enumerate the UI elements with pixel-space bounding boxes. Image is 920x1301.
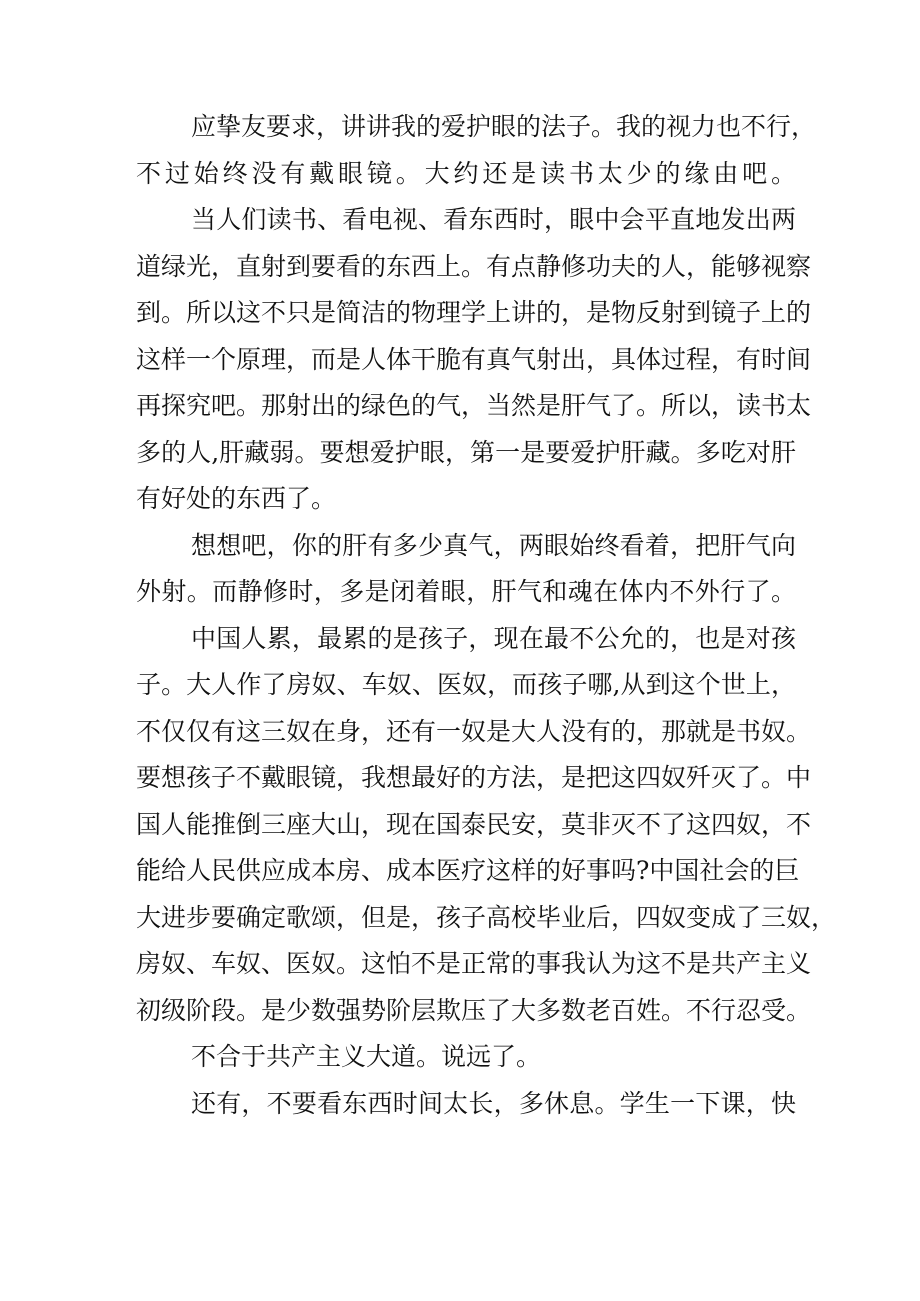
- text-line: 子。大人作了房奴、车奴、医奴，而孩子哪,从到这个世上，: [136, 670, 796, 699]
- text-line: 房奴、车奴、医奴。这怕不是正常的事我认为这不是共产主义: [136, 949, 812, 978]
- text-line: 初级阶段。是少数强势阶层欺压了大多数老百姓。不行忍受。: [136, 995, 812, 1025]
- text-line: 这样一个原理，而是人体干脆有真气射出，具体过程，有时间: [136, 344, 812, 374]
- text-line: 不合于共产主义大道。说远了。: [191, 1042, 542, 1071]
- text-line: 中国人累，最累的是孩子，现在最不公允的，也是对孩: [191, 623, 796, 653]
- text-line: 大进步要确定歌颂，但是，孩子高校毕业后，四奴变成了三奴，: [136, 902, 837, 932]
- article-body: [136, 104, 837, 1127]
- text-line: 应挚友要求，讲讲我的爱护眼的法子。我的视力也不行，: [191, 112, 817, 141]
- text-line: 有好处的东西了。: [136, 484, 337, 513]
- text-line: 到。所以这不只是简洁的物理学上讲的，是物反射到镜子上的: [136, 298, 812, 327]
- text-line: 要想孩子不戴眼镜，我想最好的方法，是把这四奴歼灭了。中: [136, 763, 812, 792]
- text-line: 国人能推倒三座大山，现在国泰民安，莫非灭不了这四奴，不: [136, 809, 812, 839]
- text-line: 还有，不要看东西时间太长，多休息。学生一下课，快: [191, 1088, 796, 1118]
- text-line: 多的人,肝藏弱。要想爱护眼，第一是要爱护肝藏。多吃对肝: [136, 437, 796, 467]
- text-line: 不过始终没有戴眼镜。大约还是读书太少的缘由吧。: [136, 158, 796, 188]
- text-line: 外射。而静修时，多是闭着眼，肝气和魂在体内不外行了。: [136, 577, 796, 606]
- text-line: 不仅仅有这三奴在身，还有一奴是大人没有的，那就是书奴。: [136, 716, 812, 746]
- text-line: 当人们读书、看电视、看东西时，眼中会平直地发出两: [191, 205, 796, 234]
- text-line: 能给人民供应成本房、成本医疗这样的好事吗?中国社会的巨: [136, 856, 800, 885]
- text-line: 想想吧，你的肝有多少真气，两眼始终看着，把肝气向: [191, 530, 796, 560]
- text-line: 再探究吧。那射出的绿色的气，当然是肝气了。所以，读书太: [136, 391, 812, 420]
- text-line: 道绿光，直射到要看的东西上。有点静修功夫的人，能够视察: [136, 251, 812, 281]
